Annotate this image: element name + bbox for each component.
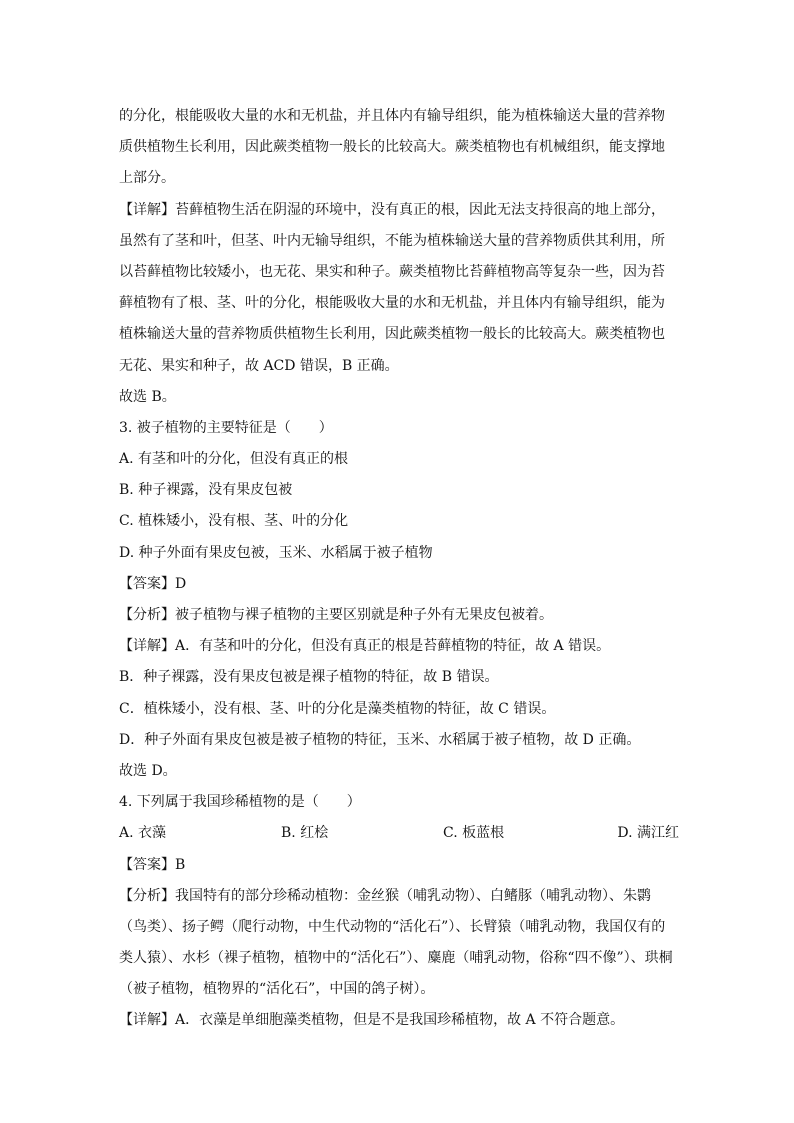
text-line: 无花、果实和种子，故 ACD 错误，B 正确。 [119, 357, 399, 374]
question-3-detail-a: 【详解】A．有茎和叶的分化，但没有真正的根是苔藓植物的特征，故 A 错误。 [119, 638, 611, 655]
text-line-detail-heading: 【详解】苔藓植物生活在阴湿的环境中，没有真正的根，因此无法支持很高的地上部分， [119, 201, 665, 218]
text-line: 类人猿）、水杉（裸子植物，植物中的“活化石”）、麋鹿（哺乳动物，俗称“四不像”）、珙桐 [119, 950, 673, 967]
question-4-detail-a: 【详解】A．衣藻是单细胞藻类植物，但是不是我国珍稀植物，故 A 不符合题意。 [119, 1012, 625, 1029]
text-line: （被子植物，植物界的“活化石”，中国的鸽子树）。 [119, 981, 435, 998]
text-line: （鸟类）、扬子鳄（爬行动物，中生代动物的“活化石”）、长臂猿（哺乳动物，我国仅有的 [119, 918, 666, 935]
question-4-option-a: A. 衣藻 [119, 825, 167, 842]
text-line: 藓植物有了根、茎、叶的分化，根能吸收大量的水和无机盐，并且体内有输导组织，能为 [119, 295, 665, 312]
question-3-detail-d: D．种子外面有果皮包被是被子植物的特征，玉米、水稻属于被子植物，故 D 正确。 [119, 731, 641, 748]
question-4-option-c: C. 板蓝根 [443, 825, 505, 842]
text-line: 质供植物生长利用，因此蕨类植物一般长的比较高大。蕨类植物也有机械组织，能支撑地 [119, 139, 665, 156]
question-4-option-b: B. 红桧 [281, 825, 329, 842]
question-4-option-d: D. 满江红 [617, 825, 679, 842]
text-line: 植株输送大量的营养物质供植物生长利用，因此蕨类植物一般长的比较高大。蕨类植物也 [119, 326, 665, 343]
question-4-stem: 4. 下列属于我国珍稀植物的是（ ） [119, 794, 361, 811]
question-3-answer: 【答案】D [119, 575, 187, 592]
question-4-options [119, 818, 679, 849]
text-line: 以苔藓植物比较矮小，也无花、果实和种子。蕨类植物比苔藓植物高等复杂一些，因为苔 [119, 263, 665, 280]
question-3-option-a: A. 有茎和叶的分化，但没有真正的根 [119, 451, 349, 468]
question-3-detail-b: B．种子裸露，没有果皮包被是裸子植物的特征，故 B 错误。 [119, 669, 499, 686]
question-3-option-d: D. 种子外面有果皮包被，玉米、水稻属于被子植物 [119, 544, 433, 561]
question-3-option-c: C. 植株矮小，没有根、茎、叶的分化 [119, 513, 349, 530]
question-3-detail-c: C．植株矮小，没有根、茎、叶的分化是藻类植物的特征，故 C 错误。 [119, 700, 556, 717]
question-3-option-b: B. 种子裸露，没有果皮包被 [119, 482, 293, 499]
document-body [119, 101, 679, 1037]
question-3-stem: 3. 被子植物的主要特征是（ ） [119, 419, 333, 436]
question-4-answer: 【答案】B [119, 856, 186, 873]
text-line: 虽然有了茎和叶，但茎、叶内无输导组织，不能为植株输送大量的营养物质供其利用，所 [119, 232, 665, 249]
choice-conclusion: 故选 B。 [119, 388, 176, 405]
choice-conclusion: 故选 D。 [119, 762, 177, 779]
text-line: 上部分。 [119, 170, 175, 187]
question-3-analysis: 【分析】被子植物与裸子植物的主要区别就是种子外有无果皮包被着。 [119, 607, 553, 623]
question-4-analysis: 【分析】我国特有的部分珍稀动植物：金丝猴（哺乳动物）、白鳍豚（哺乳动物）、朱鹮 [119, 887, 651, 904]
text-line: 的分化，根能吸收大量的水和无机盐，并且体内有输导组织，能为植株输送大量的营养物 [119, 108, 665, 124]
